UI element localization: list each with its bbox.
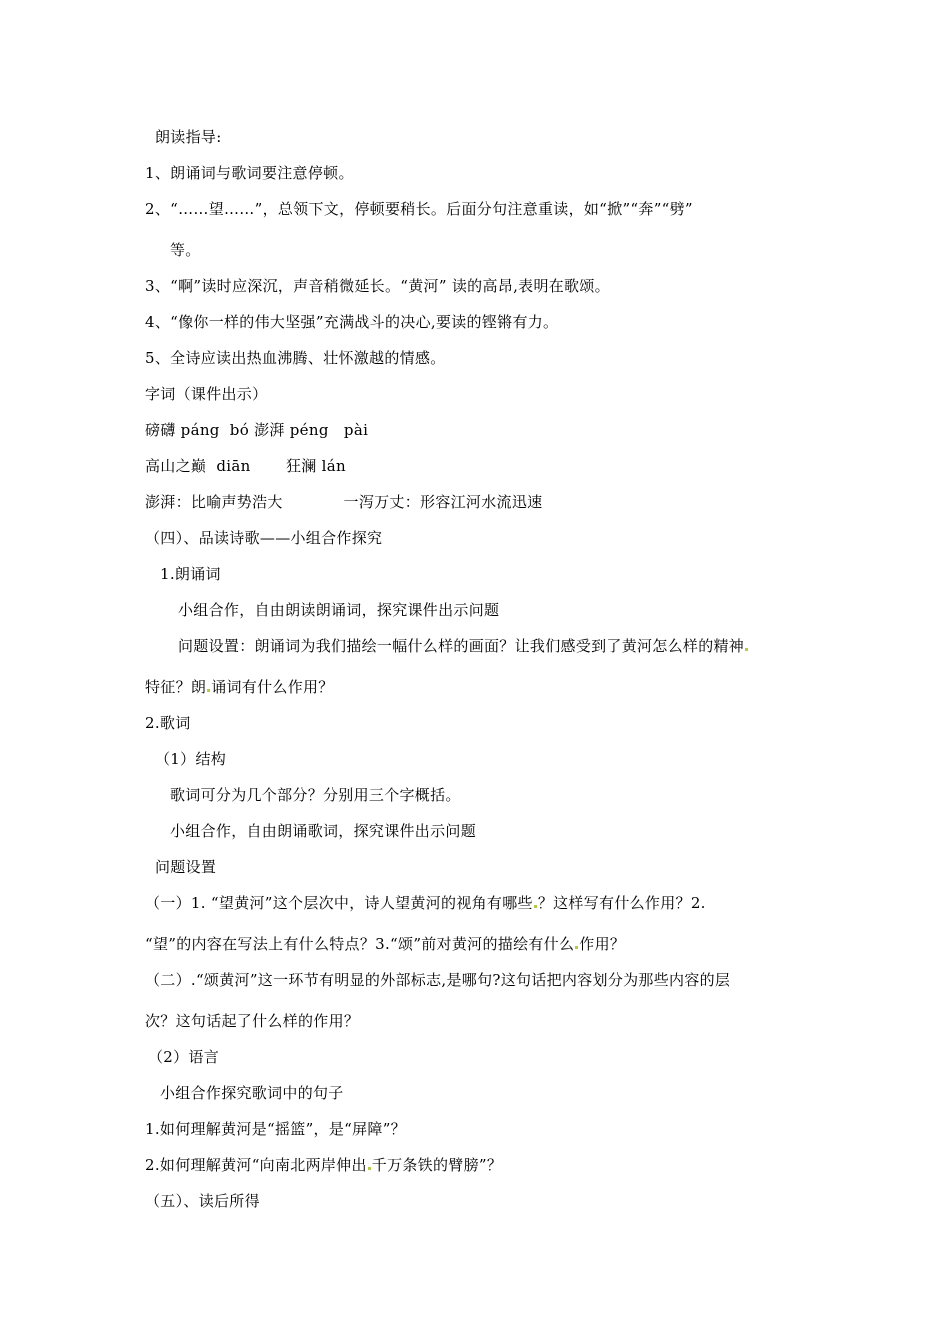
recitation-question: 问题设置：朗诵词为我们描绘一幅什么样的画面？让我们感受到了黄河怎么样的精神 (178, 636, 749, 656)
annotation-dot (368, 1167, 371, 1170)
guide-item-5: 5、全诗应读出热血沸腾、壮怀激越的情感。 (145, 349, 446, 367)
guide-item-4: 4、“像你一样的伟大坚强”充满战斗的决心,要读的铿锵有力。 (145, 313, 559, 331)
guide-item-1: 1、朗诵词与歌词要注意停顿。 (145, 164, 354, 182)
language-question-2: 2.如何理解黄河“向南北两岸伸出 千万条铁的臂膀”？ (145, 1156, 503, 1174)
recitation-heading: 1.朗诵词 (160, 565, 221, 583)
guide-item-2-cont: 等。 (170, 241, 201, 259)
annotation-dot (534, 905, 537, 908)
question-two-cont: 次？这句话起了什么样的作用？ (145, 1012, 360, 1030)
section-4-heading: （四）、品读诗歌——小组合作探究 (145, 529, 383, 547)
annotation-dot (207, 689, 210, 692)
language-heading: （2）语言 (148, 1048, 220, 1066)
structure-task: 歌词可分为几个部分？分别用三个字概括。 (170, 786, 461, 804)
question-setup-heading: 问题设置 (155, 858, 217, 876)
annotation-dot (745, 648, 748, 651)
section-5-heading: （五）、读后所得 (145, 1192, 260, 1210)
structure-group-task: 小组合作，自由朗诵歌词，探究课件出示问题 (170, 822, 477, 840)
recitation-task: 小组合作，自由朗读朗诵词，探究课件出示问题 (178, 601, 500, 619)
guide-item-3: 3、“啊”读时应深沉，声音稍微延长。“黄河” 读的高昂,表明在歌颂。 (145, 277, 610, 295)
vocab-heading: 字词（课件出示） (145, 385, 268, 403)
vocab-line-2: 高山之巅 diān 狂澜 lán (145, 457, 346, 475)
question-one-cont: “望”的内容在写法上有什么特点？3.“颂”前对黄河的描绘有什么 作用？ (145, 935, 626, 953)
question-two: （二）.“颂黄河”这一环节有明显的外部标志,是哪句?这句话把内容划分为那些内容的层 (145, 971, 731, 989)
recitation-question-cont: 特征？朗 诵词有什么作用？ (145, 678, 334, 696)
lyrics-heading: 2.歌词 (145, 714, 191, 732)
structure-heading: （1）结构 (155, 750, 227, 768)
annotation-dot (575, 946, 578, 949)
question-one: （一）1. “望黄河”这个层次中，诗人望黄河的视角有哪些 ？这样写有什么作用？2. (145, 894, 706, 912)
language-question-1: 1.如何理解黄河是“摇篮”，是“屏障”？ (145, 1120, 406, 1138)
language-task: 小组合作探究歌词中的句子 (160, 1084, 344, 1102)
vocab-line-3: 澎湃：比喻声势浩大 一泻万丈：形容江河水流迅速 (145, 493, 543, 511)
reading-guide-heading: 朗读指导: (155, 128, 222, 146)
guide-item-2: 2、“……望……”，总领下文，停顿要稍长。后面分句注意重读，如“掀”“奔”“劈” (145, 200, 693, 218)
vocab-line-1: 磅礴 páng bó 澎湃 péng pài (145, 421, 369, 439)
